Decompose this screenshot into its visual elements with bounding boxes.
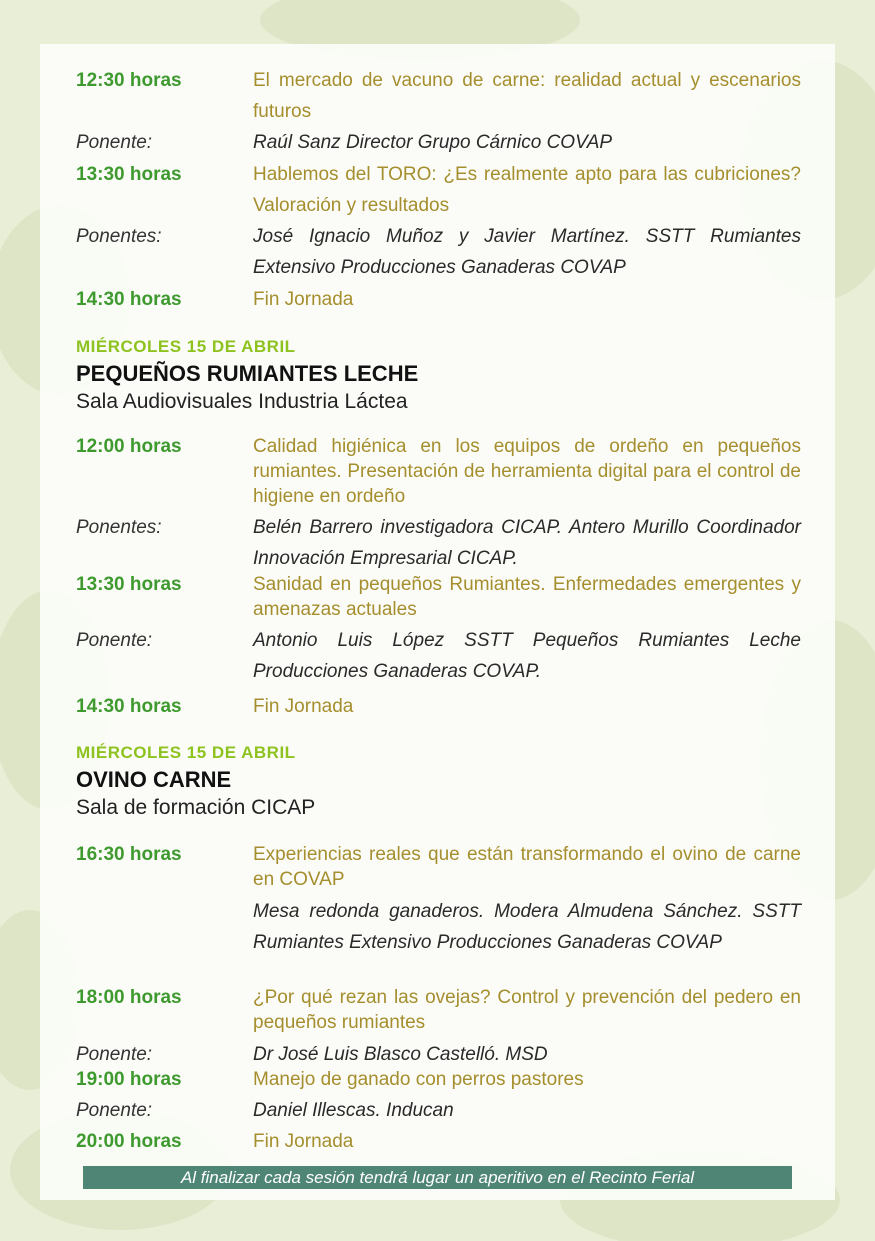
talk-title: ¿Por qué rezan las ovejas? Control y prevención del pedero en pequeños rumiantes [253, 987, 801, 1033]
talk-title: Fin Jornada [253, 696, 354, 717]
talk-title: Fin Jornada [253, 1131, 354, 1152]
talk-title: Fin Jornada [253, 289, 354, 310]
time-slot: 18:00 horas [76, 987, 182, 1008]
speaker-name: Daniel Illescas. Inducan [253, 1100, 454, 1121]
talk-title: El mercado de vacuno de carne: realidad actual y escenarios futuros [253, 70, 801, 122]
speaker-label: Ponentes: [76, 517, 162, 538]
time-slot: 20:00 horas [76, 1131, 182, 1152]
time-slot: 19:00 horas [76, 1069, 182, 1090]
speaker-name: Mesa redonda ganaderos. Modera Almudena Sánchez. SSTT Rumiantes Extensivo Producciones Ganaderas COVAP [253, 901, 801, 953]
speaker-name: Antonio Luis López SSTT Pequeños Rumiantes Leche Producciones Ganaderas COVAP. [253, 630, 801, 682]
speaker-name: Belén Barrero investigadora CICAP. Antero Murillo Coordinador Innovación Empresarial CICAP. [253, 517, 801, 569]
speaker-label: Ponente: [76, 132, 153, 153]
time-slot: 13:30 horas [76, 574, 182, 595]
session-date: MIÉRCOLES 15 DE ABRIL [76, 337, 296, 356]
speaker-name: José Ignacio Muñoz y Javier Martínez. SSTT Rumiantes Extensivo Producciones Ganaderas COVAP [253, 226, 801, 278]
time-slot: 14:30 horas [76, 696, 182, 717]
talk-title: Manejo de ganado con perros pastores [253, 1069, 584, 1090]
speaker-name: Raúl Sanz Director Grupo Cárnico COVAP [253, 132, 613, 153]
session-title: PEQUEÑOS RUMIANTES LECHE [76, 361, 419, 386]
speaker-label: Ponentes: [76, 226, 162, 247]
talk-title: Sanidad en pequeños Rumiantes. Enfermedades emergentes y amenazas actuales [253, 574, 801, 620]
session-venue: Sala de formación CICAP [76, 796, 316, 819]
time-slot: 16:30 horas [76, 844, 182, 865]
time-slot: 14:30 horas [76, 289, 182, 310]
footer-banner: Al finalizar cada sesión tendrá lugar un aperitivo en el Recinto Ferial [83, 1166, 792, 1189]
session-title: OVINO CARNE [76, 767, 232, 792]
talk-title: Experiencias reales que están transformando el ovino de carne en COVAP [253, 844, 801, 890]
talk-title: Hablemos del TORO: ¿Es realmente apto para las cubriciones? Valoración y resultados [253, 164, 801, 216]
speaker-label: Ponente: [76, 630, 153, 651]
speaker-name: Dr José Luis Blasco Castelló. MSD [253, 1044, 548, 1065]
talk-title: Calidad higiénica en los equipos de ordeño en pequeños rumiantes. Presentación de herramienta digital para el control de higiene en ordeño [253, 436, 801, 507]
time-slot: 13:30 horas [76, 164, 182, 185]
time-slot: 12:30 horas [76, 70, 182, 91]
session-date: MIÉRCOLES 15 DE ABRIL [76, 743, 296, 762]
time-slot: 12:00 horas [76, 436, 182, 457]
speaker-label: Ponente: [76, 1100, 153, 1121]
session-venue: Sala Audiovisuales Industria Láctea [76, 390, 408, 413]
speaker-label: Ponente: [76, 1044, 153, 1065]
